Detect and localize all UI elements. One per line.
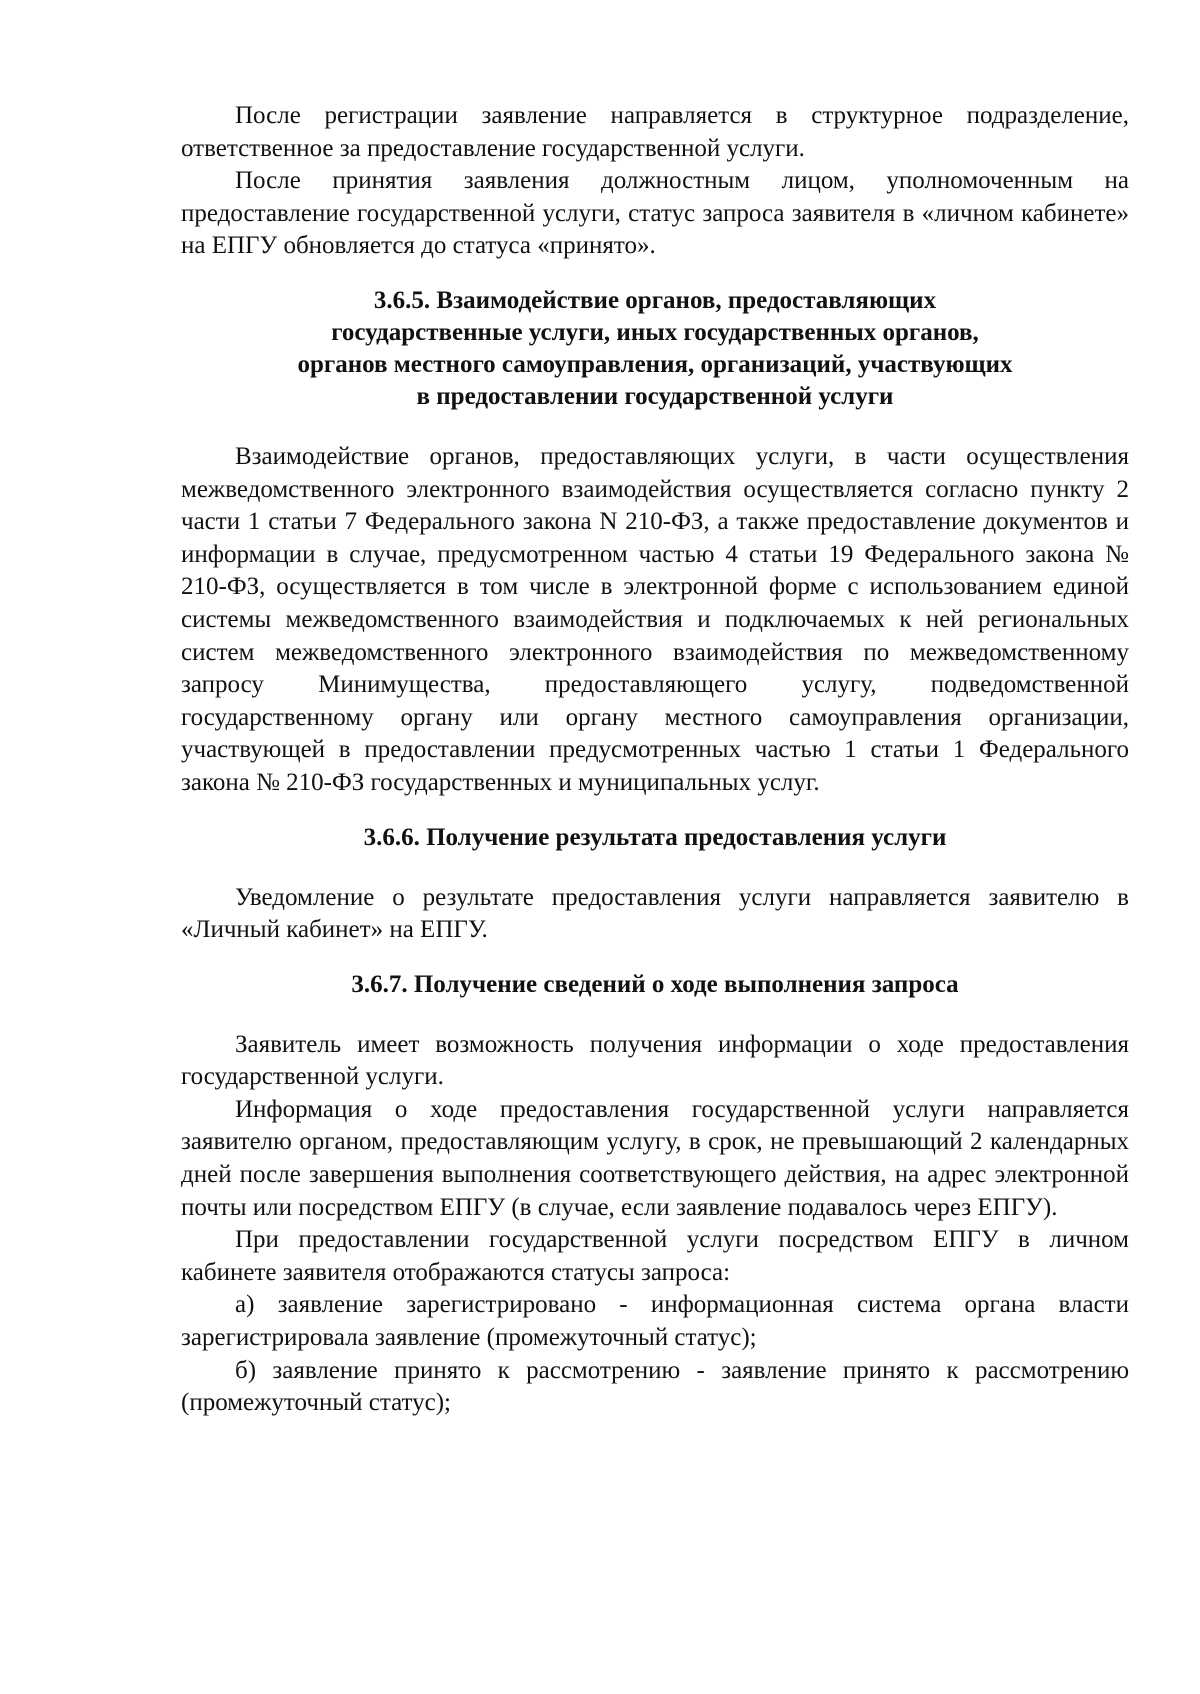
list-item-status-a: а) заявление зарегистрировано - информационная система органа власти зарегистрировала заявление (промежуточный статус); [181,1291,1129,1352]
heading-line: государственные услуги, иных государственных органов, [331,318,979,346]
heading-section-3-6-7: 3.6.7. Получение сведений о ходе выполнения запроса [351,970,959,998]
heading-section-3-6-5 [181,285,1129,413]
heading-line: в предоставлении государственной услуги [416,382,894,410]
list-item-status-b: б) заявление принято к рассмотрению - заявление принято к рассмотрению (промежуточный статус); [181,1356,1129,1417]
heading-section-3-6-6: 3.6.6. Получение результата предоставления услуги [363,823,947,851]
paragraph-applicant-info: Заявитель имеет возможность получения информации о ходе предоставления государственной услуги. [181,1030,1129,1091]
paragraph-epgu-statuses: При предоставлении государственной услуги посредством ЕПГУ в личном кабинете заявителя отображаются статусы запроса: [181,1226,1129,1286]
document-body [181,100,1129,1420]
paragraph-interaction: Взаимодействие органов, предоставляющих услуги, в части осуществления межведомственного электронного взаимодействия осуществляется согласно пункту 2 части 1 статьи 7 Федерального закона N 210-ФЗ, а также предоставление документов и информации в случае, предусмотренном частью 4 статьи 19 Федерального закона № 210-ФЗ, осуществляется в том числе в электронной форме с использованием единой системы межведомственного взаимодействия и подключаемых к ней региональных систем межведомственного электронного взаимодействия по межведомственному запросу Минимущества, предоставляющего услугу, подведомственной государственному органу или органу местного самоуправления организации, участвующей в предоставлении предусмотренных частью 1 статьи 1 Федерального закона № 210-ФЗ государственных и муниципальных услуг. [181,442,1129,796]
heading-line: 3.6.5. Взаимодействие органов, предоставляющих [373,286,937,314]
paragraph-registration: После регистрации заявление направляется в структурное подразделение, ответственное за предоставление государственной услуги. [181,102,1129,162]
paragraph-result-notification: Уведомление о результате предоставления услуги направляется заявителю в «Личный кабинет» на ЕПГУ. [181,883,1129,944]
paragraph-progress-info: Информация о ходе предоставления государственной услуги направляется заявителю органом, предоставляющим услугу, в срок, не превышающий 2 календарных дней после завершения выполнения соответствующего действия, на адрес электронной почты или посредством ЕПГУ (в случае, если заявление подавалось через ЕПГУ). [181,1095,1129,1221]
paragraph-acceptance-status: После принятия заявления должностным лицом, уполномоченным на предоставление государственной услуги, статус запроса заявителя в «личном кабинете» на ЕПГУ обновляется до статуса «принято». [181,167,1129,260]
heading-line: органов местного самоуправления, организаций, участвующих [297,350,1013,378]
